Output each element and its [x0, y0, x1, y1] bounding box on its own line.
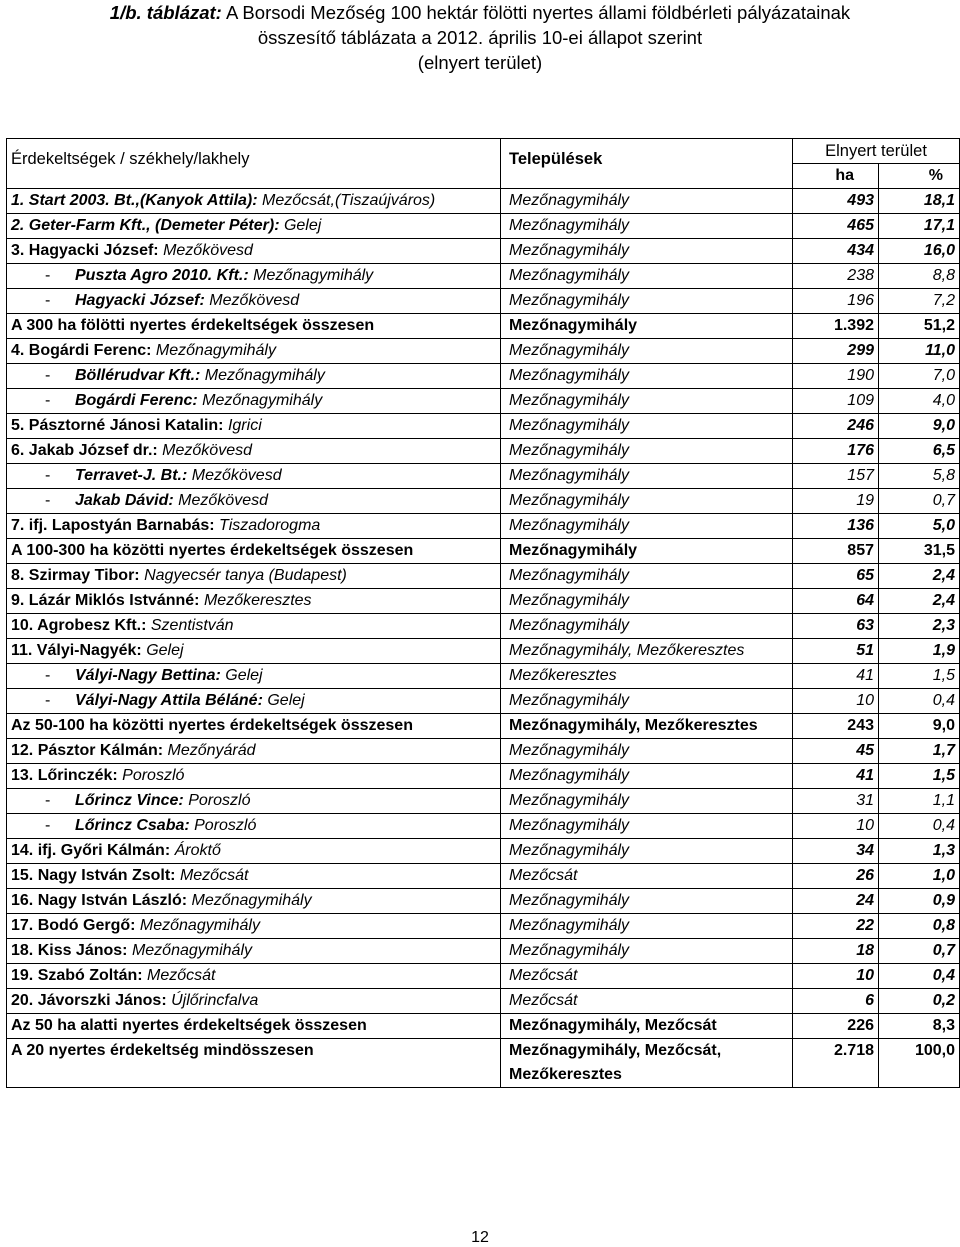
entity-name: 5. Pásztorné Jánosi Katalin: [11, 417, 224, 434]
cell-ha: 41 [793, 664, 879, 689]
cell-interest: A 100-300 ha közötti nyertes érdekeltségek összesen [7, 539, 501, 564]
table-row [7, 664, 960, 689]
cell-settlement: Mezőnagymihály [501, 889, 793, 914]
cell-settlement: Mezőnagymihály, Mezőkeresztes [501, 639, 793, 664]
entity-location: Mezőkövesd [157, 442, 252, 459]
cell-interest [7, 639, 501, 664]
entity-name: 2. Geter-Farm Kft., (Demeter Péter): [11, 217, 280, 234]
header-ha: ha [793, 164, 879, 189]
cell-ha: 246 [793, 414, 879, 439]
cell-pct: 2,3 [879, 614, 960, 639]
table-row [7, 939, 960, 964]
entity-location: Gelej [220, 667, 263, 684]
cell-interest [7, 789, 501, 814]
total-row [7, 714, 960, 739]
cell-pct: 51,2 [879, 314, 960, 339]
entity-name: Bogárdi Ferenc: [75, 392, 198, 409]
cell-settlement: Mezőnagymihály [501, 239, 793, 264]
cell-ha: 10 [793, 964, 879, 989]
cell-ha: 51 [793, 639, 879, 664]
total-row [7, 1039, 960, 1088]
cell-settlement: Mezőnagymihály [501, 589, 793, 614]
cell-interest [7, 239, 501, 264]
cell-pct: 1,5 [879, 764, 960, 789]
entity-location: Mezőnagymihály [127, 942, 252, 959]
entity-name: Lőrincz Csaba: [75, 817, 190, 834]
cell-settlement: Mezőnagymihály [501, 564, 793, 589]
entity-name: 12. Pásztor Kálmán: [11, 742, 164, 759]
entity-location: Újlőrincfalva [166, 992, 259, 1009]
entity-name: 20. Jávorszki János: [11, 992, 167, 1009]
cell-pct: 1,1 [879, 789, 960, 814]
entity-name: 4. Bogárdi Ferenc: [11, 342, 152, 359]
entity-location: Poroszló [189, 817, 257, 834]
cell-interest [7, 364, 501, 389]
table-row [7, 464, 960, 489]
entity-name: Puszta Agro 2010. Kft.: [75, 267, 249, 284]
cell-interest [7, 864, 501, 889]
cell-pct: 1,5 [879, 664, 960, 689]
cell-settlement: Mezőnagymihály [501, 489, 793, 514]
table-row [7, 364, 960, 389]
total-row [7, 314, 960, 339]
cell-interest [7, 564, 501, 589]
cell-ha: 19 [793, 489, 879, 514]
cell-ha: 243 [793, 714, 879, 739]
entity-location: Mezőkövesd [187, 467, 282, 484]
entity-name: Böllérudvar Kft.: [75, 367, 201, 384]
entity-location: Mezőnagymihály [187, 892, 312, 909]
entity-location: Mezőkövesd [204, 292, 300, 309]
cell-ha: 176 [793, 439, 879, 464]
cell-settlement: Mezőnagymihály [501, 189, 793, 214]
cell-settlement: Mezőnagymihály [501, 764, 793, 789]
cell-ha: 63 [793, 614, 879, 639]
table-row [7, 614, 960, 639]
table-row [7, 239, 960, 264]
entity-location: Mezőkeresztes [199, 592, 312, 609]
cell-settlement: Mezőnagymihály [501, 339, 793, 364]
entity-location: Poroszló [183, 792, 251, 809]
entity-location: Mezőnagymihály [197, 392, 323, 409]
entity-location: Ároktő [170, 842, 221, 859]
cell-interest: Az 50 ha alatti nyertes érdekeltségek összesen [7, 1014, 501, 1039]
cell-ha: 109 [793, 389, 879, 414]
cell-settlement: Mezőnagymihály [501, 264, 793, 289]
cell-pct: 7,0 [879, 364, 960, 389]
cell-pct: 9,0 [879, 714, 960, 739]
table-row [7, 814, 960, 839]
table-row [7, 689, 960, 714]
table-row [7, 264, 960, 289]
cell-interest [7, 189, 501, 214]
entity-name: Jakab Dávid: [75, 492, 174, 509]
cell-interest [7, 989, 501, 1014]
cell-interest [7, 589, 501, 614]
cell-interest [7, 389, 501, 414]
entity-location: Tiszadorogma [214, 517, 321, 534]
cell-pct: 17,1 [879, 214, 960, 239]
cell-settlement: Mezőnagymihály [501, 414, 793, 439]
cell-ha: 299 [793, 339, 879, 364]
cell-interest [7, 664, 501, 689]
sub-item-dash: - [45, 267, 51, 284]
header-area: Elnyert terület [793, 139, 960, 164]
cell-pct: 0,4 [879, 689, 960, 714]
table-row [7, 964, 960, 989]
table-header-row [7, 139, 960, 164]
cell-settlement: Mezőnagymihály [501, 914, 793, 939]
entity-location: Mezőnagymihály [151, 342, 276, 359]
cell-settlement: Mezőkeresztes [501, 664, 793, 689]
cell-interest [7, 289, 501, 314]
entity-location: Mezőcsát [175, 867, 249, 884]
sub-item-dash: - [45, 817, 51, 834]
entity-name: 11. Vályi-Nagyék: [11, 642, 142, 659]
cell-ha: 136 [793, 514, 879, 539]
cell-pct: 9,0 [879, 414, 960, 439]
sub-item-dash: - [45, 367, 51, 384]
cell-ha: 6 [793, 989, 879, 1014]
cell-pct: 8,8 [879, 264, 960, 289]
cell-pct: 18,1 [879, 189, 960, 214]
cell-ha: 10 [793, 814, 879, 839]
cell-pct: 6,5 [879, 439, 960, 464]
table-row [7, 289, 960, 314]
table-row [7, 439, 960, 464]
cell-pct: 1,3 [879, 839, 960, 864]
cell-ha: 10 [793, 689, 879, 714]
cell-pct: 2,4 [879, 564, 960, 589]
cell-settlement: Mezőnagymihály [501, 389, 793, 414]
cell-interest [7, 764, 501, 789]
entity-location: Gelej [141, 642, 184, 659]
cell-pct: 5,8 [879, 464, 960, 489]
sub-item-dash: - [45, 692, 51, 709]
table-row [7, 589, 960, 614]
entity-location: Igrici [223, 417, 262, 434]
header-settlements: Települések [501, 139, 793, 189]
cell-settlement: Mezőnagymihály, Mezőcsát [501, 1014, 793, 1039]
cell-interest: A 300 ha fölötti nyertes érdekeltségek összesen [7, 314, 501, 339]
entity-name: 16. Nagy István László: [11, 892, 188, 909]
cell-interest [7, 339, 501, 364]
cell-ha: 2.718 [793, 1039, 879, 1088]
cell-pct: 4,0 [879, 389, 960, 414]
sub-item-dash: - [45, 492, 51, 509]
cell-pct: 100,0 [879, 1039, 960, 1088]
table-row [7, 864, 960, 889]
cell-ha: 22 [793, 914, 879, 939]
cell-interest: Az 50-100 ha közötti nyertes érdekeltségek összesen [7, 714, 501, 739]
table-row [7, 839, 960, 864]
total-row [7, 1014, 960, 1039]
page-number: 12 [471, 1229, 489, 1246]
sub-item-dash: - [45, 792, 51, 809]
cell-settlement: Mezőnagymihály [501, 514, 793, 539]
sub-item-dash: - [45, 392, 51, 409]
cell-interest [7, 964, 501, 989]
entity-location: Mezőnyárád [163, 742, 256, 759]
cell-ha: 465 [793, 214, 879, 239]
entity-location: Mezőnagymihály [135, 917, 260, 934]
cell-interest [7, 614, 501, 639]
entity-name: 18. Kiss János: [11, 942, 128, 959]
entity-location: Mezőkövesd [158, 242, 253, 259]
entity-name: 6. Jakab József dr.: [11, 442, 158, 459]
cell-interest [7, 264, 501, 289]
cell-pct: 0,9 [879, 889, 960, 914]
cell-settlement: Mezőnagymihály [501, 539, 793, 564]
table-row [7, 389, 960, 414]
entity-location: Gelej [279, 217, 322, 234]
cell-pct: 5,0 [879, 514, 960, 539]
cell-pct: 0,7 [879, 939, 960, 964]
cell-interest [7, 839, 501, 864]
cell-pct: 0,4 [879, 814, 960, 839]
cell-ha: 24 [793, 889, 879, 914]
cell-interest [7, 814, 501, 839]
cell-interest [7, 514, 501, 539]
cell-settlement: Mezőnagymihály [501, 739, 793, 764]
cell-pct: 1,9 [879, 639, 960, 664]
entity-name: 17. Bodó Gergő: [11, 917, 136, 934]
table-row [7, 489, 960, 514]
cell-ha: 45 [793, 739, 879, 764]
entity-name: Hagyacki József: [75, 292, 205, 309]
cell-pct: 1,7 [879, 739, 960, 764]
cell-settlement: Mezőcsát [501, 864, 793, 889]
entity-location: Nagyecsér tanya (Budapest) [139, 567, 347, 584]
table-row [7, 339, 960, 364]
cell-interest: A 20 nyertes érdekeltség mindösszesen [7, 1039, 501, 1088]
cell-ha: 41 [793, 764, 879, 789]
cell-ha: 190 [793, 364, 879, 389]
cell-ha: 18 [793, 939, 879, 964]
cell-settlement: Mezőcsát [501, 989, 793, 1014]
entity-name: 14. ifj. Győri Kálmán: [11, 842, 171, 859]
table-label: 1/b. táblázat: [109, 2, 222, 23]
cell-interest [7, 889, 501, 914]
entity-name: 13. Lőrinczék: [11, 767, 118, 784]
table-row [7, 889, 960, 914]
table-row [7, 639, 960, 664]
table-row [7, 189, 960, 214]
table-row [7, 789, 960, 814]
cell-interest [7, 214, 501, 239]
cell-pct: 0,2 [879, 989, 960, 1014]
cell-ha: 226 [793, 1014, 879, 1039]
cell-pct: 11,0 [879, 339, 960, 364]
sub-item-dash: - [45, 467, 51, 484]
entity-name: 8. Szirmay Tibor: [11, 567, 140, 584]
table-row [7, 739, 960, 764]
entity-name: 1. Start 2003. Bt.,(Kanyok Attila): [11, 192, 258, 209]
cell-ha: 434 [793, 239, 879, 264]
cell-ha: 196 [793, 289, 879, 314]
cell-settlement: Mezőnagymihály [501, 214, 793, 239]
cell-ha: 157 [793, 464, 879, 489]
table-row [7, 914, 960, 939]
entity-location: Mezőnagymihály [200, 367, 325, 384]
entity-name: 15. Nagy István Zsolt: [11, 867, 176, 884]
cell-interest [7, 914, 501, 939]
entity-location: Mezőcsát [142, 967, 216, 984]
cell-settlement: Mezőnagymihály, Mezőkeresztes [501, 714, 793, 739]
cell-interest [7, 464, 501, 489]
cell-settlement: Mezőnagymihály, Mezőcsát, Mezőkeresztes [501, 1039, 793, 1088]
cell-interest [7, 439, 501, 464]
cell-ha: 34 [793, 839, 879, 864]
entity-name: Lőrincz Vince: [75, 792, 184, 809]
entity-name: 7. ifj. Lapostyán Barnabás: [11, 517, 215, 534]
title-line-3: (elnyert terület) [417, 52, 543, 73]
cell-settlement: Mezőnagymihály [501, 814, 793, 839]
cell-settlement: Mezőnagymihály [501, 464, 793, 489]
cell-interest [7, 939, 501, 964]
entity-location: Mezőcsát,(Tiszaújváros) [257, 192, 436, 209]
cell-settlement: Mezőnagymihály [501, 289, 793, 314]
cell-pct: 0,8 [879, 914, 960, 939]
document-title [0, 0, 960, 75]
cell-pct: 16,0 [879, 239, 960, 264]
sub-item-dash: - [45, 667, 51, 684]
cell-pct: 0,7 [879, 489, 960, 514]
cell-pct: 31,5 [879, 539, 960, 564]
entity-name: 3. Hagyacki József: [11, 242, 159, 259]
results-table [6, 138, 960, 1088]
total-row [7, 539, 960, 564]
table-row [7, 414, 960, 439]
table-row [7, 514, 960, 539]
entity-name: Terravet-J. Bt.: [75, 467, 188, 484]
entity-location: Gelej [262, 692, 305, 709]
table-row [7, 214, 960, 239]
cell-interest [7, 689, 501, 714]
cell-pct: 1,0 [879, 864, 960, 889]
cell-settlement: Mezőnagymihály [501, 789, 793, 814]
entity-name: Vályi-Nagy Bettina: [75, 667, 221, 684]
table-row [7, 764, 960, 789]
cell-settlement: Mezőnagymihály [501, 314, 793, 339]
cell-pct: 8,3 [879, 1014, 960, 1039]
entity-name: Vályi-Nagy Attila Béláné: [75, 692, 263, 709]
entity-name: 9. Lázár Miklós Istvánné: [11, 592, 200, 609]
entity-name: 10. Agrobesz Kft.: [11, 617, 147, 634]
title-line-1: 1/b. táblázat: A Borsodi Mezőség 100 hektár fölötti nyertes állami földbérleti pályázatainak [109, 2, 851, 23]
header-pct: % [879, 164, 960, 189]
cell-pct: 2,4 [879, 589, 960, 614]
sub-item-dash: - [45, 292, 51, 309]
entity-name: 19. Szabó Zoltán: [11, 967, 143, 984]
cell-ha: 493 [793, 189, 879, 214]
table-row [7, 989, 960, 1014]
cell-interest [7, 489, 501, 514]
cell-ha: 65 [793, 564, 879, 589]
entity-location: Szentistván [146, 617, 234, 634]
table-row [7, 564, 960, 589]
cell-pct: 0,4 [879, 964, 960, 989]
cell-settlement: Mezőnagymihály [501, 689, 793, 714]
cell-settlement: Mezőnagymihály [501, 364, 793, 389]
cell-ha: 31 [793, 789, 879, 814]
cell-pct: 7,2 [879, 289, 960, 314]
cell-ha: 857 [793, 539, 879, 564]
entity-location: Mezőnagymihály [248, 267, 374, 284]
title-line-2: összesítő táblázata a 2012. április 10-ei állapot szerint [257, 27, 703, 48]
cell-ha: 64 [793, 589, 879, 614]
cell-settlement: Mezőnagymihály [501, 614, 793, 639]
cell-settlement: Mezőcsát [501, 964, 793, 989]
cell-ha: 1.392 [793, 314, 879, 339]
header-interest: Érdekeltségek / székhely/lakhely [7, 139, 501, 189]
cell-interest [7, 739, 501, 764]
cell-settlement: Mezőnagymihály [501, 839, 793, 864]
entity-location: Mezőkövesd [173, 492, 268, 509]
cell-settlement: Mezőnagymihály [501, 939, 793, 964]
cell-settlement: Mezőnagymihály [501, 439, 793, 464]
cell-ha: 238 [793, 264, 879, 289]
entity-location: Poroszló [117, 767, 185, 784]
cell-ha: 26 [793, 864, 879, 889]
cell-interest [7, 414, 501, 439]
